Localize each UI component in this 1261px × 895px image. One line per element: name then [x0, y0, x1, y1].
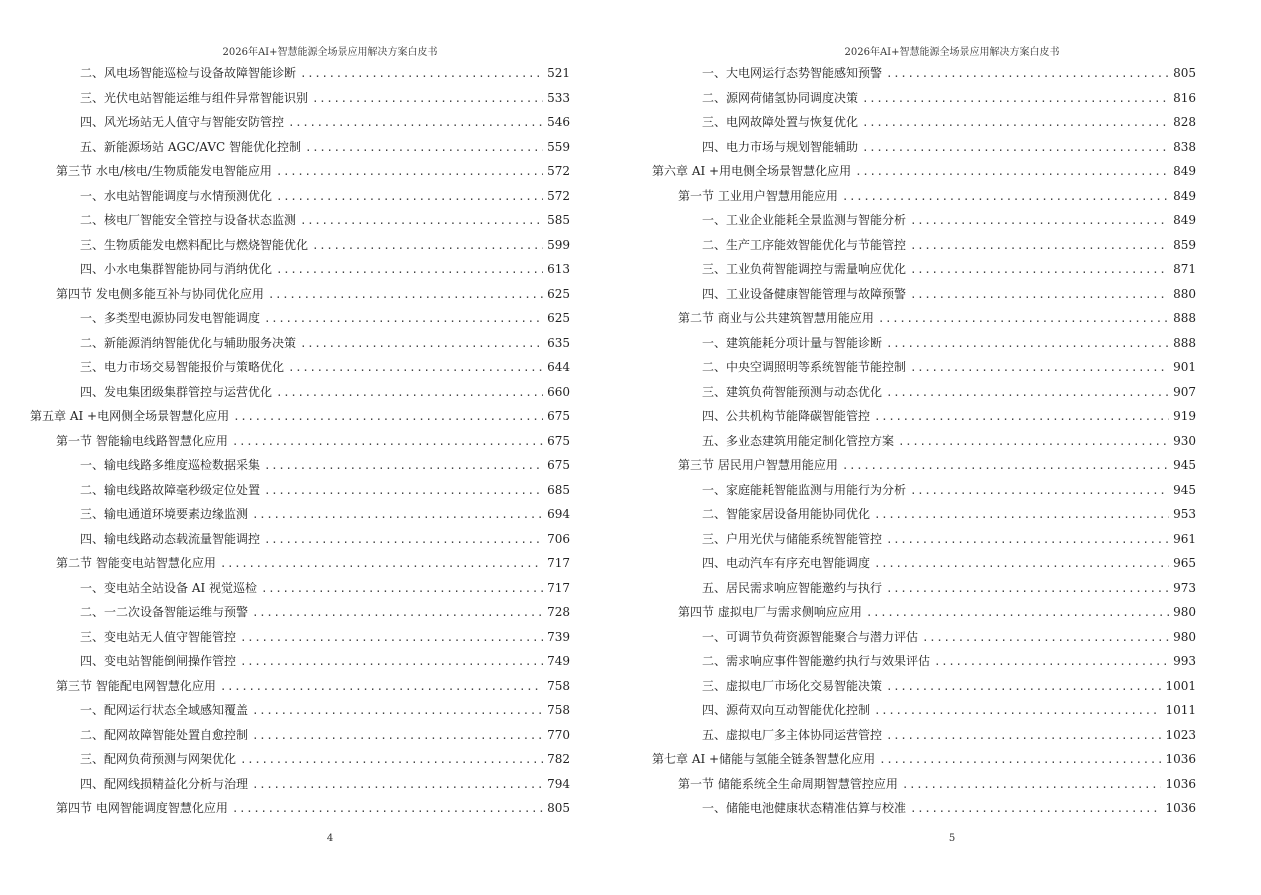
- toc-entry-page-number: 599: [547, 237, 570, 252]
- dot-leader: [276, 258, 543, 283]
- toc-entry-title: 二、配网故障智能处置自愈控制: [80, 727, 249, 742]
- toc-entry[interactable]: [652, 649, 1252, 674]
- toc-entry-title: 第七章 AI +储能与氢能全链条智慧化应用: [652, 752, 876, 766]
- toc-entry[interactable]: [30, 698, 630, 723]
- toc-entry-title: 三、建筑负荷智能预测与动态优化: [702, 384, 883, 399]
- toc-entry-title: 一、可调节负荷资源智能聚合与潜力评估: [702, 629, 919, 644]
- toc-entry[interactable]: [30, 576, 630, 601]
- dot-leader: [240, 650, 543, 675]
- toc-entry-title: 二、智能家居设备用能协同优化: [702, 507, 871, 521]
- toc-entry-page-number: 973: [1173, 580, 1196, 595]
- toc-entry[interactable]: [30, 135, 630, 160]
- toc-entry-title: 五、虚拟电厂多主体协同运营管控: [702, 727, 883, 742]
- toc-entry-page-number: 805: [547, 801, 570, 815]
- dot-leader: [312, 234, 543, 259]
- toc-entry-page-number: 675: [547, 409, 570, 423]
- toc-entry-page-number: 919: [1173, 409, 1196, 423]
- left-page: [30, 0, 630, 895]
- toc-entry-title: 第一节 储能系统全生命周期智慧管控应用: [678, 776, 898, 791]
- toc-entry-page-number: 572: [547, 164, 570, 178]
- dot-leader: [252, 724, 543, 749]
- toc-entry-page-number: 1036: [1165, 776, 1196, 791]
- toc-entry-page-number: 965: [1173, 556, 1196, 570]
- toc-entry-page-number: 838: [1173, 139, 1196, 154]
- toc-entry-title: 五、新能源场站 AGC/AVC 智能优化控制: [80, 139, 302, 154]
- toc-entry-page-number: 794: [547, 776, 570, 791]
- toc-entry-page-number: 739: [547, 629, 570, 644]
- toc-entry-page-number: 888: [1173, 311, 1196, 325]
- toc-entry-title: 二、中央空调照明等系统智能节能控制: [702, 360, 907, 374]
- toc-entry[interactable]: [652, 796, 1252, 821]
- toc-entry-title: 第一节 智能输电线路智慧化应用: [56, 433, 228, 448]
- toc-entry-page-number: 546: [547, 115, 570, 129]
- toc-entry[interactable]: [652, 502, 1252, 527]
- dot-leader: [240, 626, 543, 651]
- dot-leader: [886, 528, 1169, 553]
- toc-entry[interactable]: [652, 723, 1252, 748]
- dot-leader: [886, 724, 1161, 749]
- toc-entry-title: 四、发电集团级集群管控与运营优化: [80, 384, 273, 399]
- toc-entry-page-number: 828: [1173, 115, 1196, 129]
- dot-leader: [910, 356, 1169, 381]
- toc-entry-page-number: 980: [1173, 605, 1196, 619]
- toc-entry-page-number: 758: [547, 678, 570, 693]
- toc-entry[interactable]: [30, 649, 630, 674]
- toc-entry[interactable]: [652, 674, 1252, 699]
- dot-leader: [264, 479, 543, 504]
- toc-entry-title: 二、新能源消纳智能优化与辅助服务决策: [80, 335, 297, 350]
- toc-entry-page-number: 758: [547, 703, 570, 717]
- toc-entry[interactable]: [652, 208, 1252, 233]
- toc-entry[interactable]: [652, 429, 1252, 454]
- toc-entry-page-number: 728: [547, 605, 570, 619]
- toc-entry-page-number: 945: [1173, 482, 1196, 497]
- toc-entry-title: 第四节 电网智能调度智慧化应用: [56, 801, 228, 815]
- toc-entry-title: 一、家庭能耗智能监测与用能行为分析: [702, 482, 907, 497]
- toc-entry[interactable]: [652, 135, 1252, 160]
- toc-entry[interactable]: [652, 233, 1252, 258]
- toc-entry-page-number: 749: [547, 654, 570, 668]
- toc-entry-title: 三、光伏电站智能运维与组件异常智能识别: [80, 90, 309, 105]
- toc-entry-page-number: 782: [547, 752, 570, 766]
- toc-entry[interactable]: [652, 282, 1252, 307]
- dot-leader: [842, 454, 1169, 479]
- toc-entry-page-number: 993: [1173, 654, 1196, 668]
- toc-entry-page-number: 572: [547, 188, 570, 203]
- toc-entry-page-number: 694: [547, 507, 570, 521]
- toc-entry[interactable]: [652, 331, 1252, 356]
- toc-entry-page-number: 685: [547, 482, 570, 497]
- toc-entry[interactable]: [30, 110, 630, 135]
- toc-entry-page-number: 625: [547, 286, 570, 301]
- toc-entry-page-number: 816: [1173, 90, 1196, 105]
- dot-leader: [910, 209, 1169, 234]
- toc-entry[interactable]: [30, 257, 630, 282]
- toc-entry-page-number: 871: [1173, 262, 1196, 276]
- toc-entry-page-number: 880: [1173, 286, 1196, 301]
- toc-entry[interactable]: [30, 184, 630, 209]
- table-of-contents: [652, 61, 1252, 821]
- toc-entry-page-number: 849: [1173, 164, 1196, 178]
- toc-entry-page-number: 635: [547, 335, 570, 350]
- toc-entry[interactable]: [30, 159, 630, 184]
- toc-entry-page-number: 1023: [1165, 727, 1196, 742]
- toc-entry-title: 四、源荷双向互动智能优化控制: [702, 703, 871, 717]
- toc-entry[interactable]: [30, 233, 630, 258]
- dot-leader: [276, 185, 543, 210]
- toc-entry-page-number: 805: [1173, 66, 1196, 80]
- toc-entry-title: 四、小水电集群智能协同与消纳优化: [80, 262, 273, 276]
- toc-entry[interactable]: [30, 61, 630, 86]
- toc-entry-page-number: 1001: [1165, 678, 1196, 693]
- toc-entry[interactable]: [30, 404, 630, 429]
- toc-entry[interactable]: [652, 772, 1252, 797]
- dot-leader: [886, 675, 1161, 700]
- toc-entry-title: 四、电动汽车有序充电智能调度: [702, 556, 871, 570]
- toc-entry[interactable]: [30, 86, 630, 111]
- toc-entry[interactable]: [30, 306, 630, 331]
- toc-entry-title: 二、源网荷储氢协同调度决策: [702, 90, 859, 105]
- toc-entry[interactable]: [652, 306, 1252, 331]
- toc-entry-page-number: 961: [1173, 531, 1196, 546]
- dot-leader: [232, 797, 543, 822]
- toc-entry-page-number: 907: [1173, 384, 1196, 399]
- toc-entry[interactable]: [30, 355, 630, 380]
- toc-entry[interactable]: [30, 380, 630, 405]
- toc-entry-page-number: 1036: [1165, 801, 1196, 815]
- toc-entry-page-number: 945: [1173, 458, 1196, 472]
- toc-entry[interactable]: [652, 184, 1252, 209]
- right-page: [652, 0, 1252, 895]
- toc-entry-title: 一、建筑能耗分项计量与智能诊断: [702, 335, 883, 350]
- dot-leader: [276, 381, 543, 406]
- dot-leader: [874, 699, 1161, 724]
- toc-entry[interactable]: [30, 723, 630, 748]
- toc-entry-page-number: 849: [1173, 188, 1196, 203]
- toc-entry-title: 四、电力市场与规划智能辅助: [702, 139, 859, 154]
- toc-entry-title: 四、风光场站无人值守与智能安防管控: [80, 115, 285, 129]
- toc-entry-title: 四、变电站智能倒闸操作管控: [80, 654, 237, 668]
- toc-entry[interactable]: [30, 282, 630, 307]
- dot-leader: [264, 307, 543, 332]
- toc-entry[interactable]: [652, 355, 1252, 380]
- toc-entry-page-number: 930: [1173, 433, 1196, 448]
- dot-leader: [910, 797, 1161, 822]
- dot-leader: [879, 748, 1161, 773]
- toc-entry-title: 第二节 商业与公共建筑智慧用能应用: [678, 311, 874, 325]
- toc-entry[interactable]: [652, 257, 1252, 282]
- toc-entry-title: 第三节 水电/核电/生物质能发电智能应用: [56, 164, 272, 178]
- dot-leader: [300, 332, 543, 357]
- toc-entry-title: 五、多业态建筑用能定制化管控方案: [702, 433, 895, 448]
- toc-entry-page-number: 1011: [1165, 703, 1196, 717]
- toc-entry-title: 第四节 发电侧多能互补与协同优化应用: [56, 286, 264, 301]
- dot-leader: [288, 356, 543, 381]
- dot-leader: [305, 136, 543, 161]
- toc-entry[interactable]: [652, 698, 1252, 723]
- dot-leader: [886, 332, 1169, 357]
- toc-entry-title: 三、配网负荷预测与网架优化: [80, 752, 237, 766]
- dot-leader: [910, 283, 1169, 308]
- toc-entry-title: 一、变电站全站设备 AI 视觉巡检: [80, 580, 258, 595]
- toc-entry[interactable]: [652, 404, 1252, 429]
- dot-leader: [886, 62, 1169, 87]
- dot-leader: [898, 430, 1169, 455]
- dot-leader: [842, 185, 1169, 210]
- page-number: 4: [326, 833, 334, 844]
- toc-entry[interactable]: [30, 208, 630, 233]
- toc-entry-page-number: 559: [547, 139, 570, 154]
- dot-leader: [233, 405, 543, 430]
- toc-entry-title: 第一节 工业用户智慧用能应用: [678, 188, 838, 203]
- toc-entry-title: 三、变电站无人值守智能管控: [80, 629, 237, 644]
- toc-entry[interactable]: [30, 453, 630, 478]
- toc-entry-title: 四、工业设备健康智能管理与故障预警: [702, 286, 907, 301]
- dot-leader: [886, 577, 1169, 602]
- toc-entry-title: 第五章 AI +电网侧全场景智慧化应用: [30, 409, 230, 423]
- toc-entry-page-number: 644: [547, 360, 570, 374]
- toc-entry[interactable]: [30, 772, 630, 797]
- dot-leader: [922, 626, 1169, 651]
- dot-leader: [910, 258, 1169, 283]
- toc-entry-title: 二、一二次设备智能运维与预警: [80, 605, 249, 619]
- dot-leader: [874, 405, 1169, 430]
- toc-entry-page-number: 533: [547, 90, 570, 105]
- toc-entry-title: 二、生产工序能效智能优化与节能管控: [702, 237, 907, 252]
- dot-leader: [862, 136, 1169, 161]
- toc-entry[interactable]: [652, 86, 1252, 111]
- toc-entry[interactable]: [30, 674, 630, 699]
- toc-entry-title: 三、生物质能发电燃料配比与燃烧智能优化: [80, 237, 309, 252]
- toc-entry-page-number: 717: [547, 580, 570, 595]
- toc-entry-title: 第三节 智能配电网智慧化应用: [56, 678, 216, 693]
- dot-leader: [862, 111, 1169, 136]
- dot-leader: [866, 601, 1169, 626]
- toc-entry[interactable]: [652, 478, 1252, 503]
- dot-leader: [910, 479, 1169, 504]
- toc-entry-title: 四、配网线损精益化分析与治理: [80, 776, 249, 791]
- toc-entry-title: 三、电网故障处置与恢复优化: [702, 115, 859, 129]
- toc-entry-page-number: 585: [547, 213, 570, 227]
- toc-entry-title: 一、输电线路多维度巡检数据采集: [80, 458, 261, 472]
- toc-entry[interactable]: [30, 747, 630, 772]
- dot-leader: [268, 283, 543, 308]
- toc-entry[interactable]: [30, 551, 630, 576]
- toc-entry-title: 四、公共机构节能降碳智能管控: [702, 409, 871, 423]
- toc-entry[interactable]: [652, 453, 1252, 478]
- dot-leader: [264, 528, 543, 553]
- dot-leader: [220, 675, 543, 700]
- dot-leader: [874, 503, 1169, 528]
- toc-entry-page-number: 888: [1173, 335, 1196, 350]
- toc-entry-page-number: 770: [547, 727, 570, 742]
- toc-entry[interactable]: [30, 429, 630, 454]
- toc-entry[interactable]: [652, 747, 1252, 772]
- toc-entry-title: 三、工业负荷智能调控与需量响应优化: [702, 262, 907, 276]
- running-header: 2026年AI+智慧能源全场景应用解决方案白皮书: [844, 47, 1060, 58]
- toc-entry-title: 第六章 AI +用电侧全场景智慧化应用: [652, 164, 852, 178]
- toc-entry-title: 三、输电通道环境要素边缘监测: [80, 507, 249, 521]
- dot-leader: [902, 773, 1162, 798]
- toc-entry[interactable]: [652, 110, 1252, 135]
- dot-leader: [878, 307, 1169, 332]
- toc-entry-page-number: 953: [1173, 507, 1196, 521]
- toc-entry-title: 一、配网运行状态全域感知覆盖: [80, 703, 249, 717]
- dot-leader: [910, 234, 1169, 259]
- toc-entry-page-number: 521: [547, 66, 570, 80]
- toc-entry[interactable]: [30, 527, 630, 552]
- toc-entry-page-number: 706: [547, 531, 570, 546]
- dot-leader: [261, 577, 543, 602]
- dot-leader: [300, 209, 543, 234]
- toc-entry-title: 二、风电场智能巡检与设备故障智能诊断: [80, 66, 297, 80]
- toc-entry-title: 三、户用光伏与储能系统智能管控: [702, 531, 883, 546]
- dot-leader: [312, 87, 543, 112]
- table-of-contents: [30, 61, 630, 821]
- toc-entry-page-number: 849: [1173, 213, 1196, 227]
- toc-entry-title: 一、水电站智能调度与水情预测优化: [80, 188, 273, 203]
- toc-entry-title: 四、输电线路动态载流量智能调控: [80, 531, 261, 546]
- toc-entry[interactable]: [652, 551, 1252, 576]
- dot-leader: [232, 430, 543, 455]
- toc-entry-page-number: 859: [1173, 237, 1196, 252]
- dot-leader: [252, 601, 543, 626]
- toc-entry[interactable]: [30, 331, 630, 356]
- toc-entry-title: 三、虚拟电厂市场化交易智能决策: [702, 678, 883, 693]
- dot-leader: [276, 160, 543, 185]
- toc-entry[interactable]: [30, 502, 630, 527]
- dot-leader: [264, 454, 543, 479]
- dot-leader: [252, 773, 543, 798]
- dot-leader: [240, 748, 543, 773]
- page-number: 5: [948, 833, 956, 844]
- toc-entry[interactable]: [652, 61, 1252, 86]
- dot-leader: [862, 87, 1169, 112]
- toc-entry[interactable]: [652, 159, 1252, 184]
- dot-leader: [934, 650, 1169, 675]
- toc-entry[interactable]: [652, 576, 1252, 601]
- dot-leader: [252, 699, 543, 724]
- toc-entry-page-number: 717: [547, 556, 570, 570]
- toc-entry[interactable]: [652, 625, 1252, 650]
- dot-leader: [874, 552, 1169, 577]
- toc-entry-title: 二、需求响应事件智能邀约执行与效果评估: [702, 654, 931, 668]
- toc-entry-page-number: 675: [547, 458, 570, 472]
- toc-entry-title: 二、输电线路故障毫秒级定位处置: [80, 482, 261, 497]
- toc-entry[interactable]: [30, 478, 630, 503]
- toc-entry-page-number: 980: [1173, 629, 1196, 644]
- toc-entry[interactable]: [30, 625, 630, 650]
- toc-entry-page-number: 1036: [1165, 752, 1196, 766]
- running-header: 2026年AI+智慧能源全场景应用解决方案白皮书: [222, 47, 438, 58]
- dot-leader: [288, 111, 543, 136]
- dot-leader: [300, 62, 543, 87]
- toc-entry[interactable]: [30, 600, 630, 625]
- toc-entry-page-number: 613: [547, 262, 570, 276]
- toc-entry-title: 二、核电厂智能安全管控与设备状态监测: [80, 213, 297, 227]
- toc-entry-title: 一、大电网运行态势智能感知预警: [702, 66, 883, 80]
- toc-entry-page-number: 660: [547, 384, 570, 399]
- toc-entry-title: 一、多类型电源协同发电智能调度: [80, 311, 261, 325]
- dot-leader: [886, 381, 1169, 406]
- toc-entry-title: 第三节 居民用户智慧用能应用: [678, 458, 838, 472]
- toc-entry[interactable]: [30, 796, 630, 821]
- toc-entry[interactable]: [652, 527, 1252, 552]
- toc-entry-title: 一、储能电池健康状态精准估算与校准: [702, 801, 907, 815]
- dot-leader: [855, 160, 1169, 185]
- toc-entry-title: 五、居民需求响应智能邀约与执行: [702, 580, 883, 595]
- toc-entry-title: 第四节 虚拟电厂与需求侧响应应用: [678, 605, 862, 619]
- dot-leader: [252, 503, 543, 528]
- toc-entry[interactable]: [652, 600, 1252, 625]
- toc-entry-title: 一、工业企业能耗全景监测与智能分析: [702, 213, 907, 227]
- toc-entry-title: 第二节 智能变电站智慧化应用: [56, 556, 216, 570]
- toc-entry[interactable]: [652, 380, 1252, 405]
- toc-entry-page-number: 625: [547, 311, 570, 325]
- toc-entry-page-number: 901: [1173, 360, 1196, 374]
- toc-entry-title: 三、电力市场交易智能报价与策略优化: [80, 360, 285, 374]
- dot-leader: [220, 552, 543, 577]
- toc-entry-page-number: 675: [547, 433, 570, 448]
